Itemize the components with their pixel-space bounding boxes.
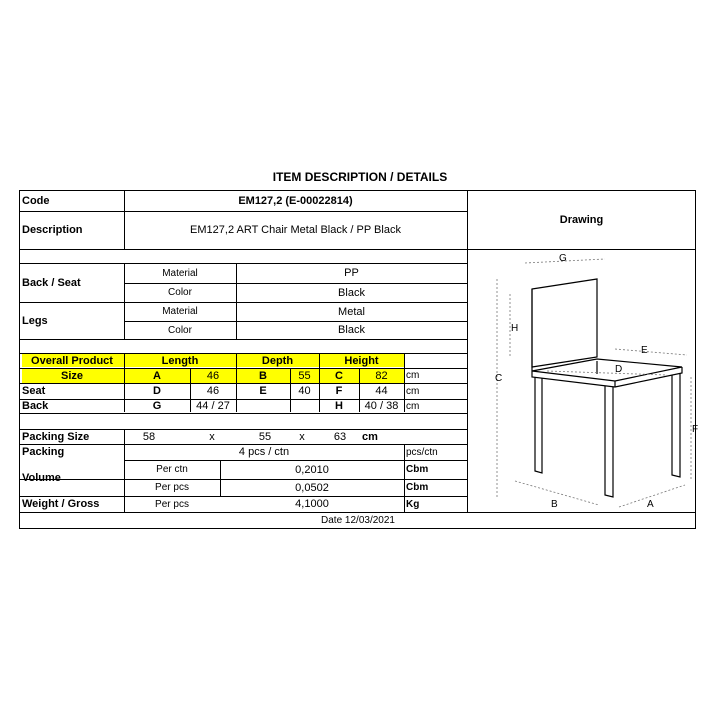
- weight-label: Weight / Gross: [22, 498, 100, 510]
- volume-per-ctn-unit: Cbm: [406, 464, 429, 475]
- drawing-letter-g: G: [559, 253, 567, 264]
- volume-label: Volume: [22, 472, 61, 484]
- details-table: [19, 190, 699, 529]
- drawing-letter-a: A: [647, 499, 654, 510]
- overall-key-c: C: [335, 369, 343, 382]
- drawing-letter-b: B: [551, 499, 558, 510]
- packing-size-unit: cm: [362, 430, 378, 443]
- back-value-g: 44 / 27: [196, 400, 230, 412]
- back-unit: cm: [406, 400, 420, 412]
- volume-per-pcs-label: Per pcs: [155, 482, 189, 493]
- drawing-letter-e: E: [641, 345, 648, 356]
- legs-material-label: Material: [162, 306, 198, 317]
- drawing-letter-h: H: [511, 323, 519, 334]
- seat-unit: cm: [406, 385, 420, 397]
- drawing-letter-c: C: [495, 373, 503, 384]
- drawing-letter-d: D: [615, 364, 623, 375]
- packing-size-height: 63: [333, 430, 347, 443]
- packing-size-x1: x: [209, 430, 215, 443]
- volume-per-pcs-unit: Cbm: [406, 482, 429, 493]
- overall-value-a: 46: [206, 369, 220, 382]
- overall-size-label-2: Size: [60, 369, 83, 382]
- overall-value-b: 55: [298, 369, 311, 382]
- description-value: EM127,2 ART Chair Metal Black / PP Black: [190, 224, 401, 236]
- legs-material: Metal: [338, 305, 365, 318]
- packing-unit: pcs/ctn: [406, 446, 438, 458]
- chair-drawing-svg: [487, 249, 699, 511]
- seat-key-d: D: [153, 385, 161, 397]
- code-value: EM127,2 (E-00022814): [238, 195, 353, 207]
- back-seat-color: Black: [338, 286, 365, 299]
- weight-unit: Kg: [406, 498, 420, 510]
- back-key-g: G: [152, 400, 162, 412]
- overall-key-b: B: [259, 369, 267, 382]
- back-seat-material-label: Material: [162, 267, 198, 279]
- volume-per-ctn-value: 0,2010: [295, 463, 329, 476]
- height-header: Height: [344, 354, 379, 367]
- back-seat-material: PP: [344, 267, 359, 279]
- volume-per-ctn-label: Per ctn: [156, 464, 188, 475]
- length-header: Length: [161, 354, 199, 367]
- depth-header: Depth: [261, 354, 294, 367]
- overall-value-c: 82: [375, 369, 388, 382]
- legs-label: Legs: [22, 314, 48, 327]
- seat-value-e: 40: [298, 385, 311, 397]
- packing-size-x2: x: [299, 430, 305, 443]
- weight-value: 4,1000: [295, 498, 329, 510]
- overall-size-label-1: Overall Product: [31, 354, 113, 367]
- overall-key-a: A: [153, 369, 161, 382]
- packing-size-width: 55: [258, 430, 272, 443]
- volume-per-pcs-value: 0,0502: [295, 481, 329, 494]
- description-label: Description: [22, 224, 83, 236]
- back-value-h: 40 / 38: [364, 400, 399, 412]
- packing-label: Packing: [22, 446, 65, 458]
- seat-key-e: E: [259, 385, 267, 397]
- packing-size-length: 58: [142, 430, 156, 443]
- seat-value-f: 44: [375, 385, 388, 397]
- date-footer: Date 12/03/2021: [321, 515, 395, 526]
- overall-unit: cm: [406, 370, 420, 381]
- page-title: ITEM DESCRIPTION / DETAILS: [272, 170, 448, 184]
- packing-value: 4 pcs / ctn: [238, 446, 290, 458]
- legs-color: Black: [338, 324, 365, 336]
- back-seat-label: Back / Seat: [22, 276, 81, 289]
- back-seat-color-label: Color: [168, 287, 192, 298]
- seat-value-d: 46: [206, 385, 220, 397]
- code-label: Code: [22, 195, 50, 207]
- packing-size-label: Packing Size: [22, 430, 90, 443]
- chair-drawing: [487, 249, 699, 511]
- drawing-letter-f: F: [692, 424, 699, 435]
- drawing-label: Drawing: [559, 214, 604, 226]
- back-key-h: H: [335, 400, 343, 412]
- weight-per-pcs-label: Per pcs: [155, 498, 189, 510]
- seat-label: Seat: [22, 385, 46, 397]
- legs-color-label: Color: [168, 324, 192, 336]
- seat-key-f: F: [335, 385, 343, 397]
- back-label: Back: [22, 400, 49, 412]
